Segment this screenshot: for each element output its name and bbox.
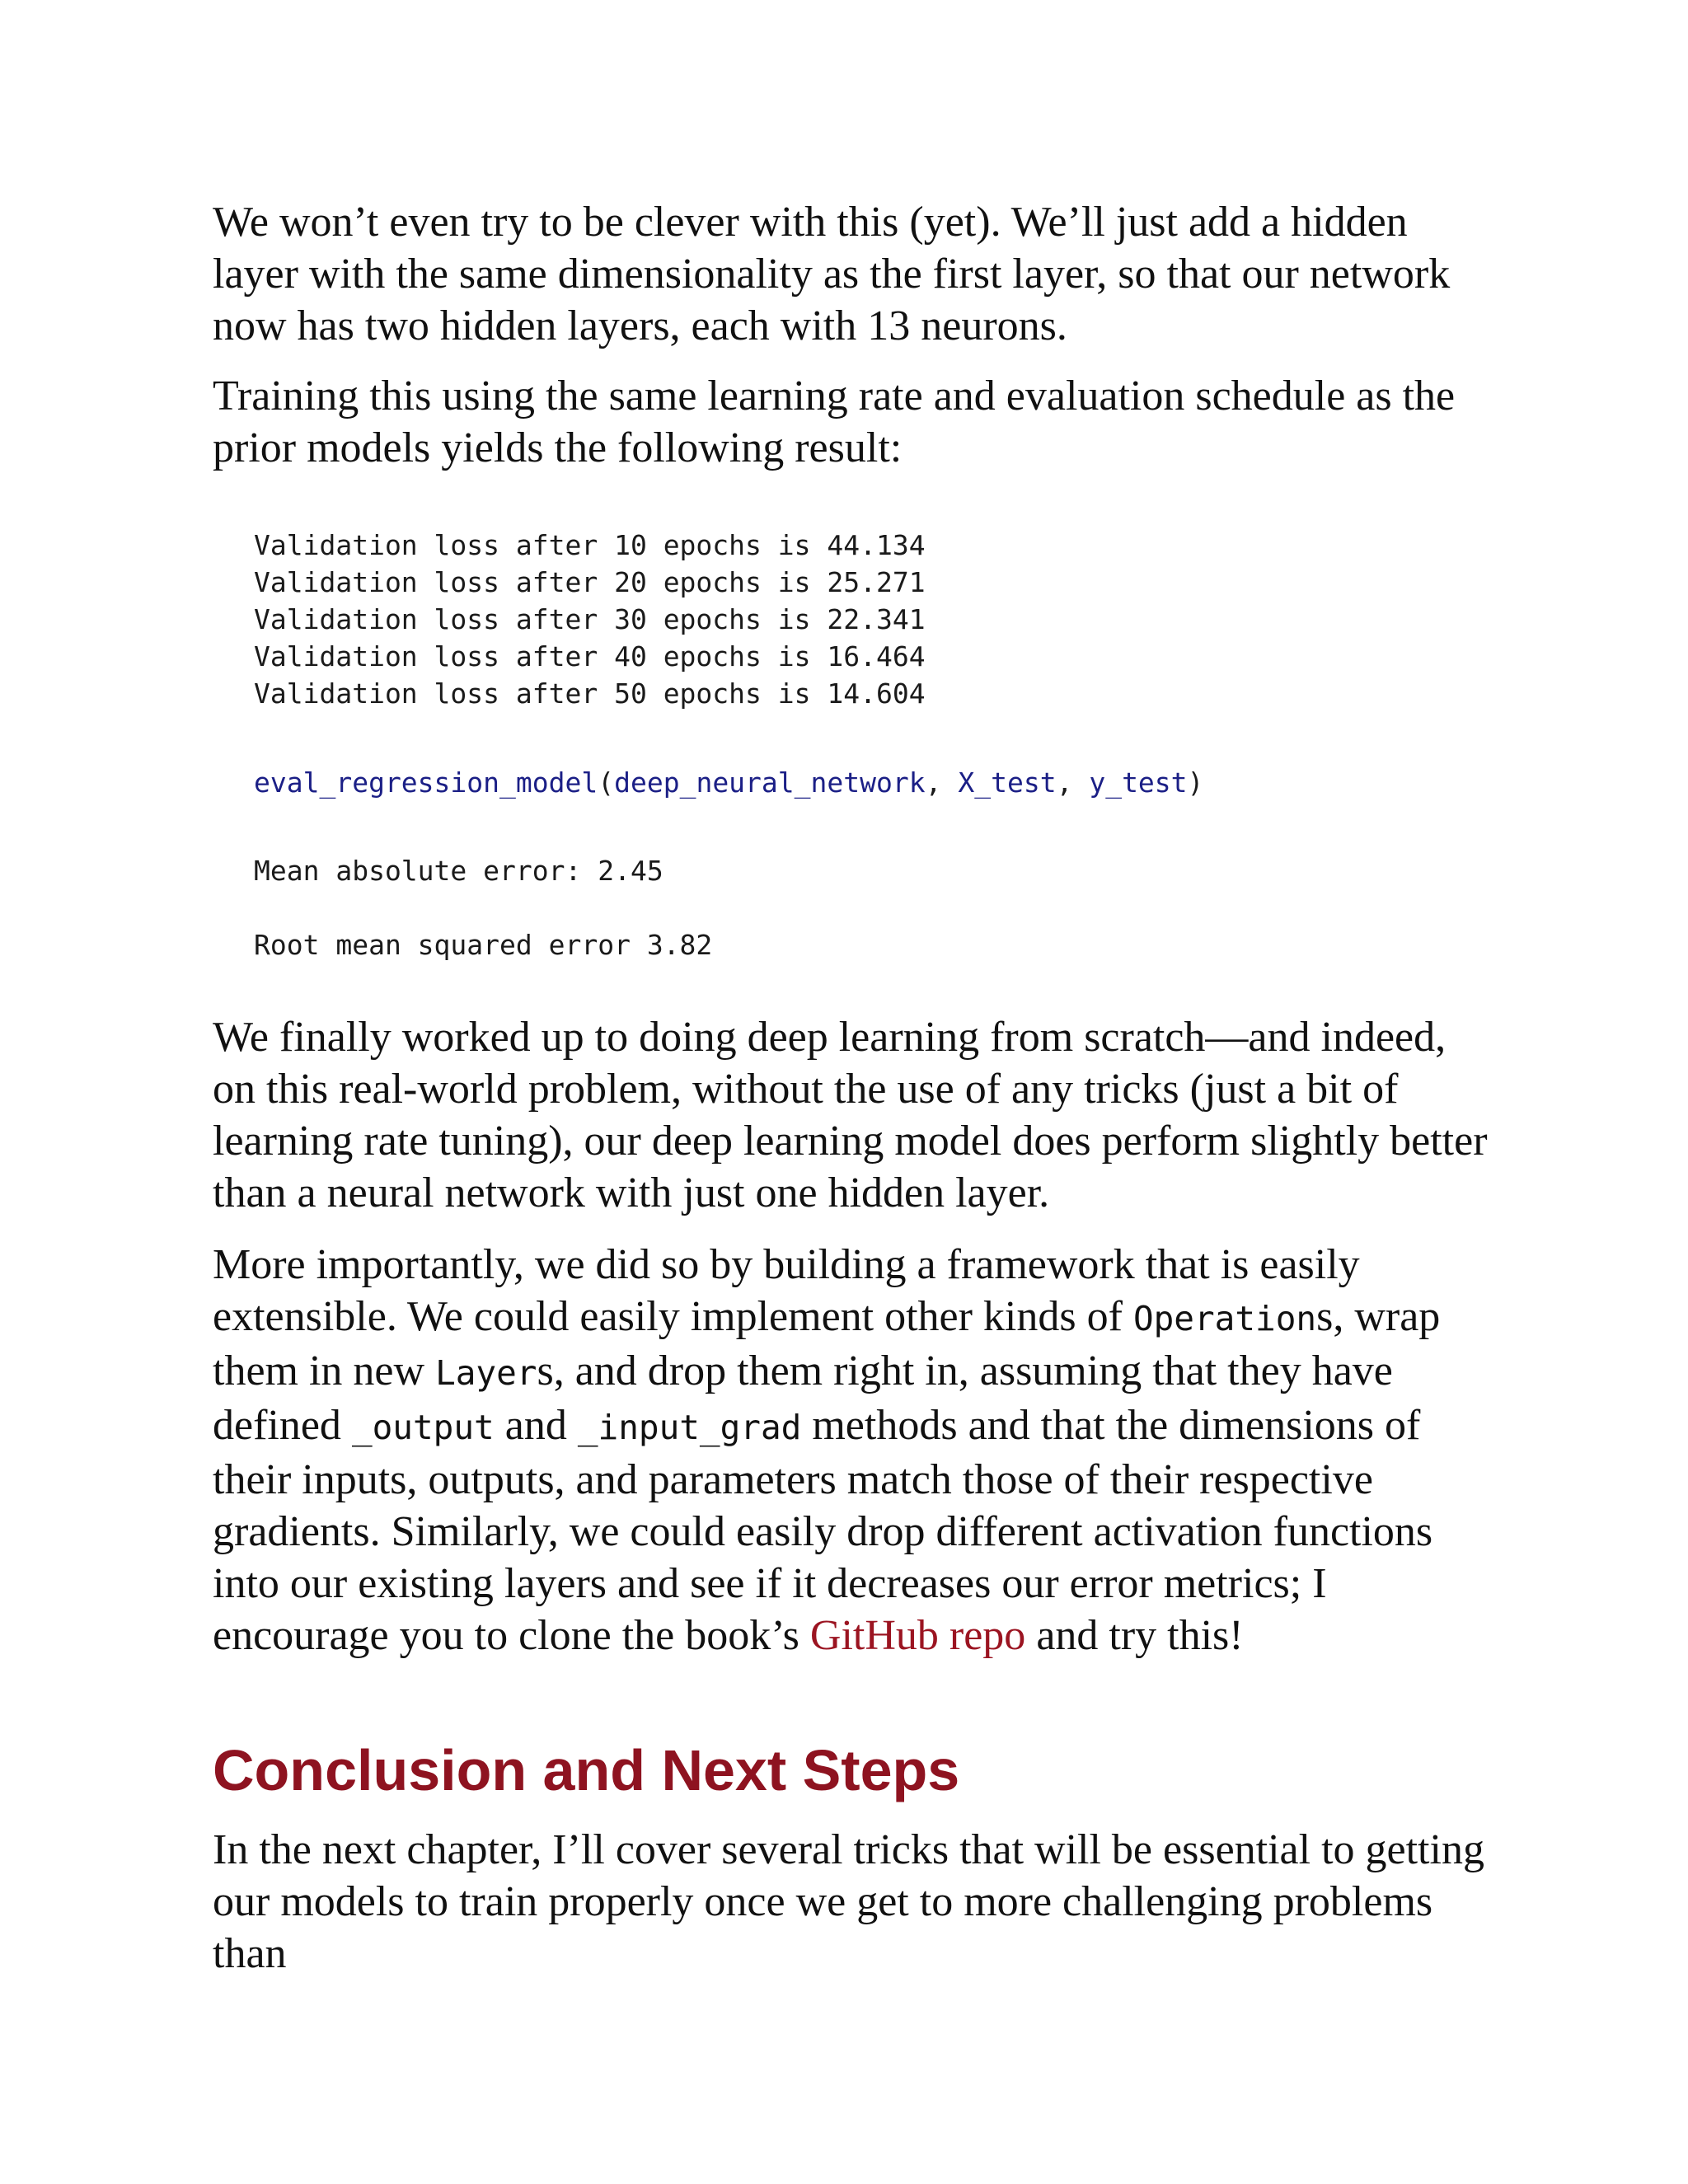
- section-heading: Conclusion and Next Steps: [213, 1738, 960, 1802]
- code-separator: ,: [925, 766, 959, 799]
- rmse-output: Root mean squared error 3.82: [254, 929, 713, 961]
- validation-line: Validation loss after 50 epochs is 14.604: [254, 677, 926, 710]
- inline-code-layer: Layer: [435, 1353, 537, 1393]
- validation-line: Validation loss after 30 epochs is 22.341: [254, 603, 926, 635]
- paragraph-text: s, and drop them right in, assuming that they have defined: [213, 1347, 1393, 1449]
- inline-code-output: _output: [351, 1408, 495, 1447]
- paragraph-deep-learning: We finally worked up to doing deep learning from scratch—and indeed, on this real-world problem, without the use of any tricks (just a bit of learning rate tuning), our deep learning model does perform slightly better than a neural network with just one hidden layer.: [213, 1014, 1488, 1216]
- paragraph-text: s, wrap them in new: [213, 1293, 1441, 1394]
- code-separator: ,: [1056, 766, 1090, 799]
- code-open-paren: (: [598, 766, 615, 799]
- paragraph-framework: [213, 1239, 1498, 1661]
- mae-output: Mean absolute error: 2.45: [254, 855, 663, 887]
- code-arg-y-test: y_test: [1089, 766, 1188, 799]
- code-arg-x-test: X_test: [958, 766, 1057, 799]
- github-repo-link[interactable]: GitHub repo: [809, 1612, 1026, 1659]
- eval-function-name: eval_regression_model: [254, 766, 598, 799]
- inline-code-input-grad: _input_grad: [577, 1408, 802, 1447]
- code-close-paren: ): [1187, 766, 1204, 799]
- inline-code-operation: Operation: [1132, 1299, 1317, 1338]
- validation-line: Validation loss after 40 epochs is 16.464: [254, 640, 926, 673]
- book-page: [213, 196, 1498, 1999]
- validation-line: Validation loss after 20 epochs is 25.271: [254, 566, 926, 598]
- paragraph-next-chapter: In the next chapter, I’ll cover several tricks that will be essential to getting our models to train properly once we get to more challenging problems than: [213, 1826, 1484, 1977]
- paragraph-text: methods and that the dimensions of their inputs, outputs, and parameters match those of their respective gradients. Similarly, we could easily drop different activation functions into our existing layers and see if it decreases our error metrics; I encourage you to clone the book’s: [213, 1402, 1433, 1659]
- paragraph-training-result: Training this using the same learning rate and evaluation schedule as the prior models yields the following result:: [213, 373, 1456, 471]
- code-arg-network: deep_neural_network: [614, 766, 926, 799]
- validation-output-block: [213, 527, 1498, 712]
- paragraph-text: and try this!: [1025, 1612, 1244, 1659]
- paragraph-text: and: [494, 1402, 578, 1449]
- paragraph-hidden-layer: We won’t even try to be clever with this (yet). We’ll just add a hidden layer with the same dimensionality as the first layer, so that our network now has two hidden layers, each with 13 neurons.: [213, 199, 1451, 349]
- paragraph-text: More importantly, we did so by building a framework that is easily extensible. We could easily implement other kinds of: [213, 1241, 1360, 1340]
- eval-call-code: [213, 764, 1498, 801]
- validation-line: Validation loss after 10 epochs is 44.134: [254, 529, 926, 561]
